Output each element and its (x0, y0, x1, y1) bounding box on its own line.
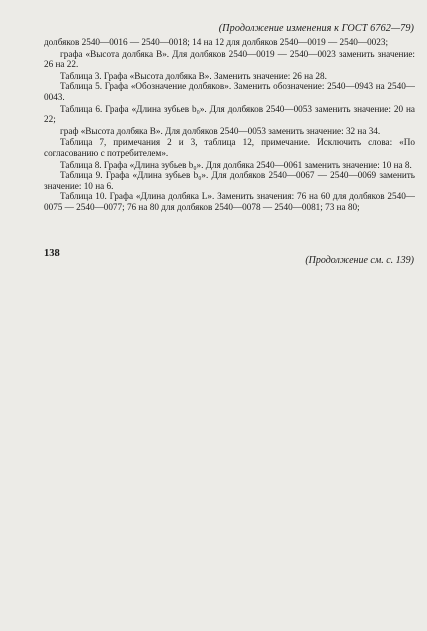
document-body (44, 37, 415, 213)
paragraph: Таблица 8. Графа «Длина зубьев b₀». Для долбяка 2540—0061 заменить значение: 10 на 8. (60, 159, 412, 170)
paragraph: Таблица 3. Графа «Высота долбяка В». Заменить значение: 26 на 28. (60, 70, 327, 81)
paragraph: графа «Высота долбяка В». Для долбяков 2540—0019 — 2540—0023 заменить значение: 26 на 22. (44, 48, 415, 70)
paragraph: Таблица 9. Графа «Длина зубьев b₀». Для долбяков 2540—0067 — 2540—0069 заменить значение: 10 на 6. (44, 170, 415, 191)
paragraph: Таблица 7, примечания 2 и 3, таблица 12, примечание. Исключить слова: «По согласованию с потребителем». (44, 137, 415, 158)
paragraph: Таблица 6. Графа «Длина зубьев b₀». Для долбяков 2540—0053 заменить значение: 20 на 22; (44, 103, 415, 125)
page-header: (Продолжение изменения к ГОСТ 6762—79) (218, 23, 414, 34)
paragraph: долбяков 2540—0016 — 2540—0018; 14 на 12 для долбяков 2540—0019 — 2540—0023; (44, 37, 389, 47)
page-number: 138 (44, 248, 60, 259)
continuation-note: (Продолжение см. с. 139) (305, 255, 414, 266)
paragraph: граф «Высота долбяка В». Для долбяков 2540—0053 заменить значение: 32 на 34. (60, 125, 381, 136)
paragraph: Таблица 5. Графа «Обозначение долбяков». Заменить обозначение: 2540—0943 на 2540—0043. (44, 81, 415, 102)
paragraph: Таблица 10. Графа «Длина долбяка L». Заменить значения: 76 на 60 для долбяков 2540—0075 — 2540—0077; 76 на 80 для долбяков 2540—0078 — 2540—0081; 73 на 80; (44, 191, 415, 212)
